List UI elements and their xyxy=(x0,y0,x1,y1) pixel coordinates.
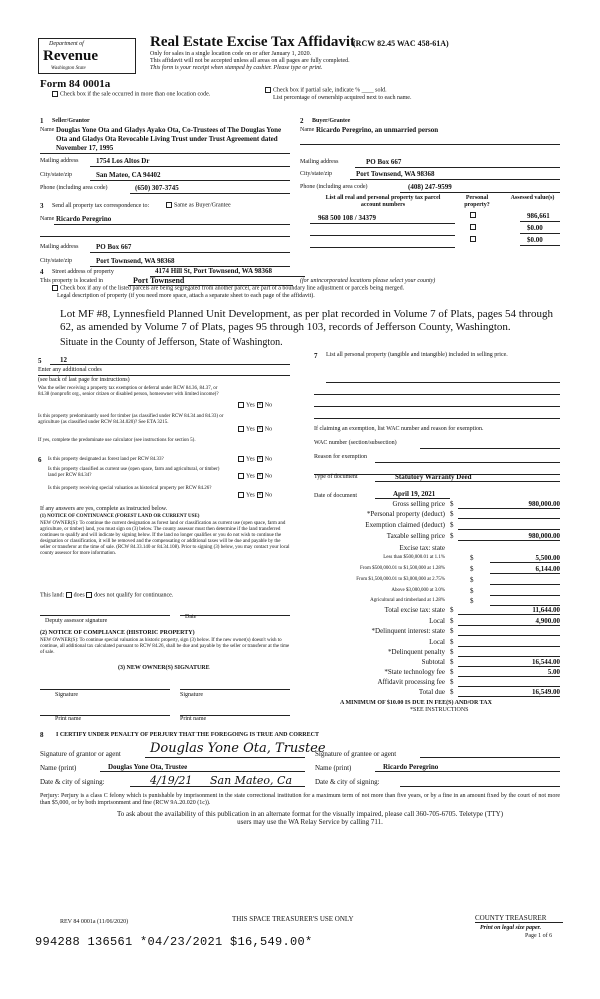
tax-row-value: 4,900.00 xyxy=(535,617,560,625)
tax-row-underline xyxy=(458,656,560,657)
yes-label: Yes xyxy=(246,456,255,463)
tax-row-value: 5.00 xyxy=(547,668,560,676)
tax-row-label: Taxable selling price xyxy=(386,532,445,540)
buyer-city-label: City/state/zip xyxy=(300,171,332,177)
page-number: Page 1 of 6 xyxy=(525,933,553,939)
s6-q3-answer[interactable] xyxy=(238,492,272,499)
no-label: No xyxy=(264,426,273,433)
situate-text: Situate in the County of Jefferson, State of Washington. xyxy=(60,337,283,348)
this-land-row xyxy=(40,592,173,599)
does-not-label: does not qualify for continuance. xyxy=(94,592,174,599)
assessed-value-2: $0.00 xyxy=(527,224,543,232)
tax-row-label: Total excise tax: state xyxy=(384,606,445,614)
yes-label: Yes xyxy=(246,426,255,433)
section8-number: 8 xyxy=(40,731,44,739)
header-note1: Only for sales in a single location code on or after January 1, 2020. xyxy=(150,51,312,57)
buyer-phone-label: Phone (including area code) xyxy=(300,184,368,190)
legal-description: Lot MF #8, Lynnesfield Planned Unit Development, as per plat recorded in Volume 7 of Plats, pages 54 through 62, as amended by Volume 7 of Plats, pages 95 through 103, records of Jefferson County, Washington. xyxy=(60,308,553,333)
see-back-label: (see back of last page for instructions) xyxy=(38,377,130,383)
tax-row-label: From $1,500,000.01 to $3,000,000 at 2.75% xyxy=(356,577,445,582)
tax-row-label: *Personal property (deduct) xyxy=(366,510,445,518)
buyer-label: Buyer/Grantee xyxy=(312,118,351,124)
tax-row-currency: $ xyxy=(450,627,454,635)
seller-label: Seller/Grantor xyxy=(52,118,90,124)
rev-number: REV 84 0001a (11/06/2020) xyxy=(60,919,129,925)
any-yes-text: If any answers are yes, complete as instructed below. xyxy=(40,506,168,512)
tax-row-label: Subtotal xyxy=(421,658,445,666)
corr-city-label: City/state/zip xyxy=(40,258,72,264)
checkbox-icon xyxy=(166,202,172,208)
seller-phone-label: Phone (including area code) xyxy=(40,185,108,191)
logo-line1: Department of xyxy=(49,41,84,47)
see-instructions-note: *SEE INSTRUCTIONS xyxy=(410,707,469,713)
tax-row-value: 980,000.00 xyxy=(528,532,560,540)
corr-address: PO Box 667 xyxy=(96,243,132,251)
tax-row-value: 980,000.00 xyxy=(528,500,560,508)
tax-row-value: 16,549.00 xyxy=(532,688,560,696)
parcel-number-1: 968 500 108 / 34379 xyxy=(318,214,376,222)
deputy-label: Deputy assessor signature xyxy=(45,618,108,624)
yes-label: Yes xyxy=(246,473,255,480)
form-number: Form 84 0001a xyxy=(40,78,111,90)
personal-col-header: Personal property? xyxy=(464,195,490,208)
tax-row-underline xyxy=(490,595,560,596)
section2-number: 2 xyxy=(300,117,304,125)
tax-row-currency: $ xyxy=(470,565,474,573)
checkbox-icon xyxy=(52,285,58,291)
street-address: 4174 Hill St, Port Townsend, WA 98368 xyxy=(155,267,272,275)
form-citation: (RCW 82.45 WAC 458-61A) xyxy=(353,39,449,48)
tax-row-underline xyxy=(458,686,560,687)
checked-box-icon: × xyxy=(258,456,262,462)
s6-question2: Is this property classified as current use (open space, farm and agricultural, or timber) land per RCW 84.34? xyxy=(48,467,220,478)
certify-text: I CERTIFY UNDER PENALTY OF PERJURY THAT THE FOREGOING IS TRUE AND CORRECT xyxy=(56,732,319,738)
personal-checkbox-1[interactable] xyxy=(470,212,476,218)
tax-row-currency: $ xyxy=(450,648,454,656)
tax-row-currency: $ xyxy=(450,606,454,614)
tax-row-currency: $ xyxy=(450,678,454,686)
new-owner-sig-label: (3) NEW OWNER(S) SIGNATURE xyxy=(118,665,210,671)
same-as-buyer-checkbox[interactable] xyxy=(166,202,231,209)
doc-date-label: Date of document xyxy=(314,493,357,499)
seller-address: 1754 Los Altos Dr xyxy=(96,157,150,165)
located-value: Port Townsend xyxy=(133,276,185,285)
seller-city: San Mateo, CA 94402 xyxy=(96,171,161,179)
exemption-label: If claiming an exemption, list WAC number and reason for exemption. xyxy=(314,426,484,432)
grantee-sig-label: Signature of grantee or agent xyxy=(315,750,397,758)
s6-question1: Is this property designated as forest land per RCW 84.33? xyxy=(48,457,164,462)
section5-code: 12 xyxy=(60,356,67,364)
section7-label: List all personal property (tangible and intangible) included in selling price. xyxy=(326,352,508,358)
tax-row-currency: $ xyxy=(450,688,454,696)
seller-name: Douglas Yone Ota and Gladys Ayako Ota, Co-Trustees of The Douglas Yone Ota and Gladys Ota Revocable Living Trust under Trust Agreement dated November 17, 1995 xyxy=(56,126,282,152)
tax-row-underline xyxy=(458,676,560,677)
this-land-label: This land: xyxy=(40,592,65,599)
section5-number: 5 xyxy=(38,357,42,365)
new-owner-sig-1: Signature xyxy=(55,692,78,698)
header-note2: This affidavit will not be accepted unless all areas on all pages are fully completed. xyxy=(150,58,350,64)
wac-label: WAC number (section/subsection) xyxy=(314,440,397,446)
tax-row-label: Affidavit processing fee xyxy=(377,678,445,686)
notice2-text: NEW OWNER(S): To continue special valuation as historic property, sign (3) below. If the new owner(s) doesn't wish to continue, all additional tax calculated pursuant to RCW 84.26, shall be due and payable by the seller or transferor at the time of sale. xyxy=(40,638,290,655)
tax-row-currency: $ xyxy=(470,597,474,605)
s5-question2: Is this property predominantly used for timber (as classified under RCW 84.34 and 84.33) or agriculture (as classified under RCW 84.34.020)? See ETA 3215. xyxy=(38,414,224,425)
tax-row-underline xyxy=(490,584,560,585)
tax-row-underline xyxy=(458,625,560,626)
new-owner-sig-2: Signature xyxy=(180,692,203,698)
grantee-date-city-label: Date & city of signing: xyxy=(315,778,380,786)
partial-sold-label: sold. xyxy=(375,87,387,94)
assessed-value-1: 986,661 xyxy=(527,212,550,220)
grantor-name: Douglas Yone Ota, Trustee xyxy=(108,763,188,771)
form-title: Real Estate Excise Tax Affidavit xyxy=(150,34,355,50)
tax-row-underline xyxy=(458,518,560,519)
buyer-phone: (408) 247-9599 xyxy=(408,183,452,191)
assessed-col-header: Assessed value(s) xyxy=(510,195,555,201)
tax-row-label: From $500,000.01 to $1,500,000 at 1.28% xyxy=(360,566,445,571)
deputy-date-label: Date xyxy=(185,614,197,620)
does-not-checkbox[interactable] xyxy=(86,592,92,598)
tax-row-label: Local xyxy=(429,638,445,646)
partial-sale-checkbox[interactable]: Check box if partial sale, indicate % ____ sold. xyxy=(265,87,387,94)
checkbox-icon xyxy=(265,87,271,93)
tax-row-label: Total due xyxy=(418,688,445,696)
tax-row-underline xyxy=(458,508,560,509)
tax-row-currency: $ xyxy=(470,554,474,562)
tax-row-label: Exemption claimed (deduct) xyxy=(365,521,445,529)
personal-checkbox-2[interactable] xyxy=(470,224,476,230)
tax-row-currency: $ xyxy=(470,576,474,584)
corr-name-label: Name xyxy=(40,216,55,222)
corr-name: Ricardo Peregrino xyxy=(56,215,112,223)
tax-row-underline xyxy=(490,573,560,574)
tax-row-label: *Delinquent interest: state xyxy=(371,627,445,635)
does-checkbox[interactable] xyxy=(66,592,72,598)
segregated-checkbox[interactable] xyxy=(52,285,404,292)
tax-row-currency: $ xyxy=(450,500,454,508)
section1-number: 1 xyxy=(40,117,44,125)
parcel-col-header: List all real and personal property tax parcel account numbers xyxy=(325,195,441,208)
yes-label: Yes xyxy=(246,402,255,409)
s6-question3: Is this property receiving special valuation as historical property per RCW 84.26? xyxy=(48,486,212,491)
does-label: does xyxy=(73,592,85,599)
doc-date: April 19, 2021 xyxy=(393,490,436,498)
multi-location-label: Check box if the sale occurred in more than one location code. xyxy=(60,91,211,98)
yes-label: Yes xyxy=(246,492,255,499)
checked-box-icon: × xyxy=(258,426,262,432)
seller-name-label: Name xyxy=(40,127,55,133)
buyer-address-label: Mailing address xyxy=(300,159,339,165)
tax-row-underline xyxy=(458,696,560,697)
unincorporated-note: (for unincorporated locations please select your county) xyxy=(300,278,436,284)
buyer-address: PO Box 667 xyxy=(366,158,402,166)
tax-row-value: 16,544.00 xyxy=(532,658,560,666)
tax-row-currency: $ xyxy=(450,521,454,529)
grantor-sig-label: Signature of grantor or agent xyxy=(40,750,121,758)
buyer-name: Ricardo Peregrino, an unmarried person xyxy=(316,126,439,134)
street-label: Street address of property xyxy=(52,269,114,275)
segregated-label: Check box if any of the listed parcels are being segregated from another parcel, are part of a boundary line adjustment or parcels being merged. xyxy=(60,285,405,292)
tax-row-value: 5,500.00 xyxy=(535,554,560,562)
section6-number: 6 xyxy=(38,456,42,464)
assessed-value-3: $0.00 xyxy=(527,236,543,244)
dor-logo xyxy=(38,38,136,74)
tax-row-currency: $ xyxy=(450,532,454,540)
same-as-buyer-label: Same as Buyer/Grantee xyxy=(174,202,231,209)
legal-label: Legal description of property (if you need more space, attach a separate sheet to each page of the affidavit). xyxy=(57,293,315,299)
tax-row-currency: $ xyxy=(450,638,454,646)
seller-address-label: Mailing address xyxy=(40,158,79,164)
tax-row-underline xyxy=(458,666,560,667)
no-label: No xyxy=(264,402,273,409)
tax-row-label: Less than $500,000.01 at 1.1% xyxy=(383,555,445,560)
doc-type: Statutory Warranty Deed xyxy=(395,473,472,481)
grantor-signature: Douglas Yone Ota, Trustee xyxy=(150,741,326,756)
grantor-date-sig: 4/19/21 xyxy=(150,774,193,787)
corr-address-label: Mailing address xyxy=(40,244,79,250)
logo-line3: Washington State xyxy=(51,66,86,71)
no-label: No xyxy=(264,456,273,463)
s5-q2-answer[interactable] xyxy=(238,426,272,433)
tax-row-currency: $ xyxy=(450,668,454,676)
tax-row-underline xyxy=(458,540,560,541)
tax-row-currency: $ xyxy=(450,658,454,666)
notice2-title: (2) NOTICE OF COMPLIANCE (HISTORIC PROPERTY) xyxy=(40,630,195,636)
tax-row-underline xyxy=(490,562,560,563)
notice1-text: NEW OWNER(S): To continue the current designation as forest land or classification as current use (open space, farm and agriculture, or timber) land, you must sign on (3) below. The county assessor must then determine if the land transferred continues to qualify and will indicate by signing below. If the land no longer qualifies or you do not wish to continue the designation or classification, it will be removed and the compensating or additional taxes will be due and payable by the seller or transferor at the time of sale. (RCW 84.33.140 or 84.34.108). Prior to signing (3) below, you may contact your local county assessor for more information. xyxy=(40,521,290,556)
cashier-stamp: 994288 136561 *04/23/2021 $16,549.00* xyxy=(35,935,313,949)
personal-checkbox-3[interactable] xyxy=(470,236,476,242)
print-name-2: Print name xyxy=(180,716,207,722)
perjury-text: Perjury: Perjury is a class C felony which is punishable by imprisonment in the state correctional institution for a maximum term of not more than five years, or by a fine in an amount fixed by the court of not more than $5,000, or by both imprisonment and fine (RCW 9A.20.020 (1c)). xyxy=(40,793,560,806)
section7-number: 7 xyxy=(314,352,318,360)
seller-phone: (650) 307-3745 xyxy=(135,184,179,192)
partial-list-label: List percentage of ownership acquired next to each name. xyxy=(273,95,412,101)
tax-row-currency: $ xyxy=(450,617,454,625)
seller-city-label: City/state/zip xyxy=(40,172,72,178)
print-name-1: Print name xyxy=(55,716,82,722)
tax-row-label: Excise tax: state xyxy=(399,544,445,552)
no-label: No xyxy=(264,492,273,499)
corr-city: Port Townsend, WA 98368 xyxy=(96,257,175,265)
located-label: This property is located in xyxy=(40,278,103,284)
s5-question1: Was the seller receiving a property tax exemption or deferral under RCW 84.36, 84.37, or 84.38 (nonprofit org., senior citizen or disabled person, homeowner with limited income)? xyxy=(38,386,219,397)
tax-row-label: Local xyxy=(429,617,445,625)
county-treasurer-label: COUNTY TREASURER xyxy=(475,914,547,922)
correspondence-label: Send all property tax correspondence to: xyxy=(52,203,150,209)
enter-codes-label: Enter any additional codes xyxy=(38,367,102,373)
treasurer-space-label: THIS SPACE TREASURER'S USE ONLY xyxy=(232,915,354,923)
checkbox-icon xyxy=(52,91,58,97)
section3-number: 3 xyxy=(40,202,44,210)
multi-location-checkbox[interactable] xyxy=(52,91,210,98)
tax-row-label: Agricultural and timberland at 1.28% xyxy=(370,598,445,603)
tax-row-currency: $ xyxy=(470,587,474,595)
doc-type-label: Type of document xyxy=(314,474,358,480)
tax-row-label: *State technology fee xyxy=(384,668,445,676)
tax-row-underline xyxy=(458,646,560,647)
no-label: No xyxy=(264,473,273,480)
section4-number: 4 xyxy=(40,268,44,276)
minimum-fee-note: A MINIMUM OF $10.00 IS DUE IN FEE(S) AND/OR TAX xyxy=(340,700,492,706)
grantee-name-label: Name (print) xyxy=(315,764,352,772)
legal-size-note: Print on legal size paper. xyxy=(480,925,542,931)
logo-line2: Revenue xyxy=(43,48,98,64)
grantor-date-city-label: Date & city of signing: xyxy=(40,778,105,786)
buyer-name-label: Name xyxy=(300,127,315,133)
tax-row-value: 6,144.00 xyxy=(535,565,560,573)
tax-row-underline xyxy=(458,529,560,530)
s5-q1-answer[interactable] xyxy=(238,402,272,409)
tax-row-label: *Delinquent penalty xyxy=(388,648,445,656)
tax-row-underline xyxy=(458,614,560,615)
s6-q1-answer[interactable] xyxy=(238,456,272,463)
grantor-name-label: Name (print) xyxy=(40,764,77,772)
s5-question3: If yes, complete the predominate use calculator (see instructions for section 5). xyxy=(38,438,196,443)
checked-box-icon: × xyxy=(258,492,262,498)
checked-box-icon: × xyxy=(258,402,262,408)
notice1-title: (1) NOTICE OF CONTINUANCE (FOREST LAND OR CURRENT USE) xyxy=(40,514,200,519)
accessibility-text: To ask about the availability of this publication in an alternate format for the visually impaired, please call 360-705-6705. Teletype (TTY) users may use the WA Relay Service by calling 711. xyxy=(116,810,504,826)
reason-label: Reason for exemption xyxy=(314,454,367,460)
checked-box-icon: × xyxy=(258,473,262,479)
s6-q2-answer[interactable] xyxy=(238,473,272,480)
header-note3: This form is your receipt when stamped by cashier. Please type or print. xyxy=(150,65,323,71)
tax-row-currency: $ xyxy=(450,510,454,518)
grantee-name: Ricardo Peregrino xyxy=(383,763,439,771)
partial-sale-label: Check box if partial sale, indicate % xyxy=(273,87,361,94)
tax-row-label: Above $3,000,000 at 3.0% xyxy=(391,588,445,593)
grantor-city: San Mateo, Ca xyxy=(210,774,293,787)
buyer-city: Port Townsend, WA 98368 xyxy=(356,170,435,178)
tax-row-underline xyxy=(458,635,560,636)
tax-row-label: Gross selling price xyxy=(392,500,445,508)
tax-row-value: 11,644.00 xyxy=(532,606,560,614)
